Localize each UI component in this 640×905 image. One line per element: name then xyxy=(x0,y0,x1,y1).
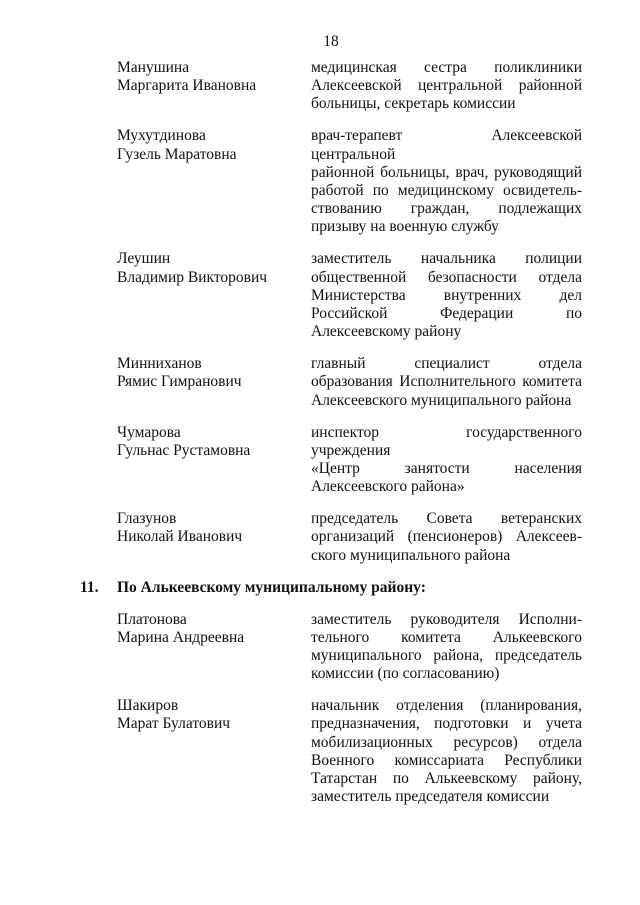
position-line: общественной безопасности отдела xyxy=(311,268,582,286)
position-line: инспектор государственного учреждения xyxy=(311,423,582,459)
position-line: начальник отделения (планирования, xyxy=(311,697,582,715)
member-name xyxy=(117,611,311,684)
position-line: работой по медицинскому освидетель- xyxy=(311,182,582,200)
page-number: 18 xyxy=(323,33,339,50)
member-position xyxy=(311,250,582,341)
member-name xyxy=(117,59,311,114)
position-line: заместитель начальника полиции xyxy=(311,250,582,268)
member-surname: Манушина xyxy=(117,59,190,76)
member-entry xyxy=(0,127,640,236)
position-line: ского муниципального района xyxy=(311,546,511,564)
commission-member-list xyxy=(0,59,640,820)
position-line: образования Исполнительного комитета xyxy=(311,373,582,391)
member-position xyxy=(311,424,582,497)
member-given-names: Гузель Маратовна xyxy=(117,145,237,163)
section-title: По Алькеевскому муниципальному району: xyxy=(117,578,426,596)
position-line: муниципального района, председатель xyxy=(311,647,582,665)
position-line: больницы, секретарь комиссии xyxy=(311,95,516,113)
member-given-names: Гульнас Рустамовна xyxy=(117,441,251,459)
position-line: Алексеевского района» xyxy=(311,478,465,496)
member-position xyxy=(311,510,582,565)
position-line: тельного комитета Алькеевского xyxy=(311,628,582,646)
member-entry xyxy=(0,424,640,497)
position-line: медицинская сестра поликлиники xyxy=(311,59,582,76)
position-line: Татарстан по Алькеевскому району, xyxy=(311,770,582,788)
position-line: председатель Совета ветеранских xyxy=(311,510,582,528)
member-position xyxy=(311,611,582,684)
position-line: Министерства внутренних дел xyxy=(311,286,582,304)
position-line: Военного комиссариата Республики xyxy=(311,751,582,769)
position-line: организаций (пенсионеров) Алексеев- xyxy=(311,528,582,546)
member-entry xyxy=(0,697,640,806)
member-surname: Платонова xyxy=(117,610,187,628)
position-line: Алексеевской центральной районной xyxy=(311,77,582,95)
position-line: главный специалист отдела xyxy=(311,355,582,373)
position-line: мобилизационных ресурсов) отдела xyxy=(311,733,582,751)
member-entry xyxy=(0,611,640,684)
member-given-names: Марина Андреевна xyxy=(117,628,245,646)
position-line: предназначения, подготовки и учета xyxy=(311,715,582,733)
member-given-names: Николай Иванович xyxy=(117,528,243,546)
member-given-names: Маргарита Ивановна xyxy=(117,77,257,95)
member-position xyxy=(311,127,582,236)
member-position xyxy=(311,697,582,806)
member-surname: Мухутдинова xyxy=(117,127,206,145)
member-entry xyxy=(0,510,640,565)
position-line: заместитель председателя комиссии xyxy=(311,788,550,806)
member-surname: Леушин xyxy=(117,250,171,268)
position-line: призыву на военную службу xyxy=(311,218,499,236)
section-heading xyxy=(0,579,640,597)
member-entry xyxy=(0,250,640,341)
member-position xyxy=(311,59,582,114)
member-name xyxy=(117,697,311,806)
member-surname: Минниханов xyxy=(117,355,202,373)
member-given-names: Рямис Гимранович xyxy=(117,373,242,391)
member-surname: Глазунов xyxy=(117,510,177,528)
position-line: Алексеевского муниципального района xyxy=(311,391,572,409)
position-line: Российской Федерации по xyxy=(311,305,582,323)
member-entry xyxy=(0,355,640,410)
member-surname: Чумарова xyxy=(117,423,181,441)
position-line: комиссии (по согласованию) xyxy=(311,665,500,683)
member-given-names: Владимир Викторович xyxy=(117,268,268,286)
member-entry xyxy=(0,59,640,114)
member-name xyxy=(117,510,311,565)
position-line: Алексеевскому району xyxy=(311,323,462,341)
position-line: «Центр занятости населения xyxy=(311,460,582,478)
member-given-names: Марат Булатович xyxy=(117,715,231,733)
position-line: районной больницы, врач, руководящий xyxy=(311,163,582,181)
member-name xyxy=(117,355,311,410)
position-line: ствованию граждан, подлежащих xyxy=(311,200,582,218)
member-name xyxy=(117,127,311,236)
member-surname: Шакиров xyxy=(117,697,179,715)
member-name xyxy=(117,424,311,497)
section-number: 11. xyxy=(80,578,99,596)
position-line: заместитель руководителя Исполни- xyxy=(311,610,582,628)
member-name xyxy=(117,250,311,341)
member-position xyxy=(311,355,582,410)
position-line: врач-терапевт Алексеевской центральной xyxy=(311,127,582,163)
